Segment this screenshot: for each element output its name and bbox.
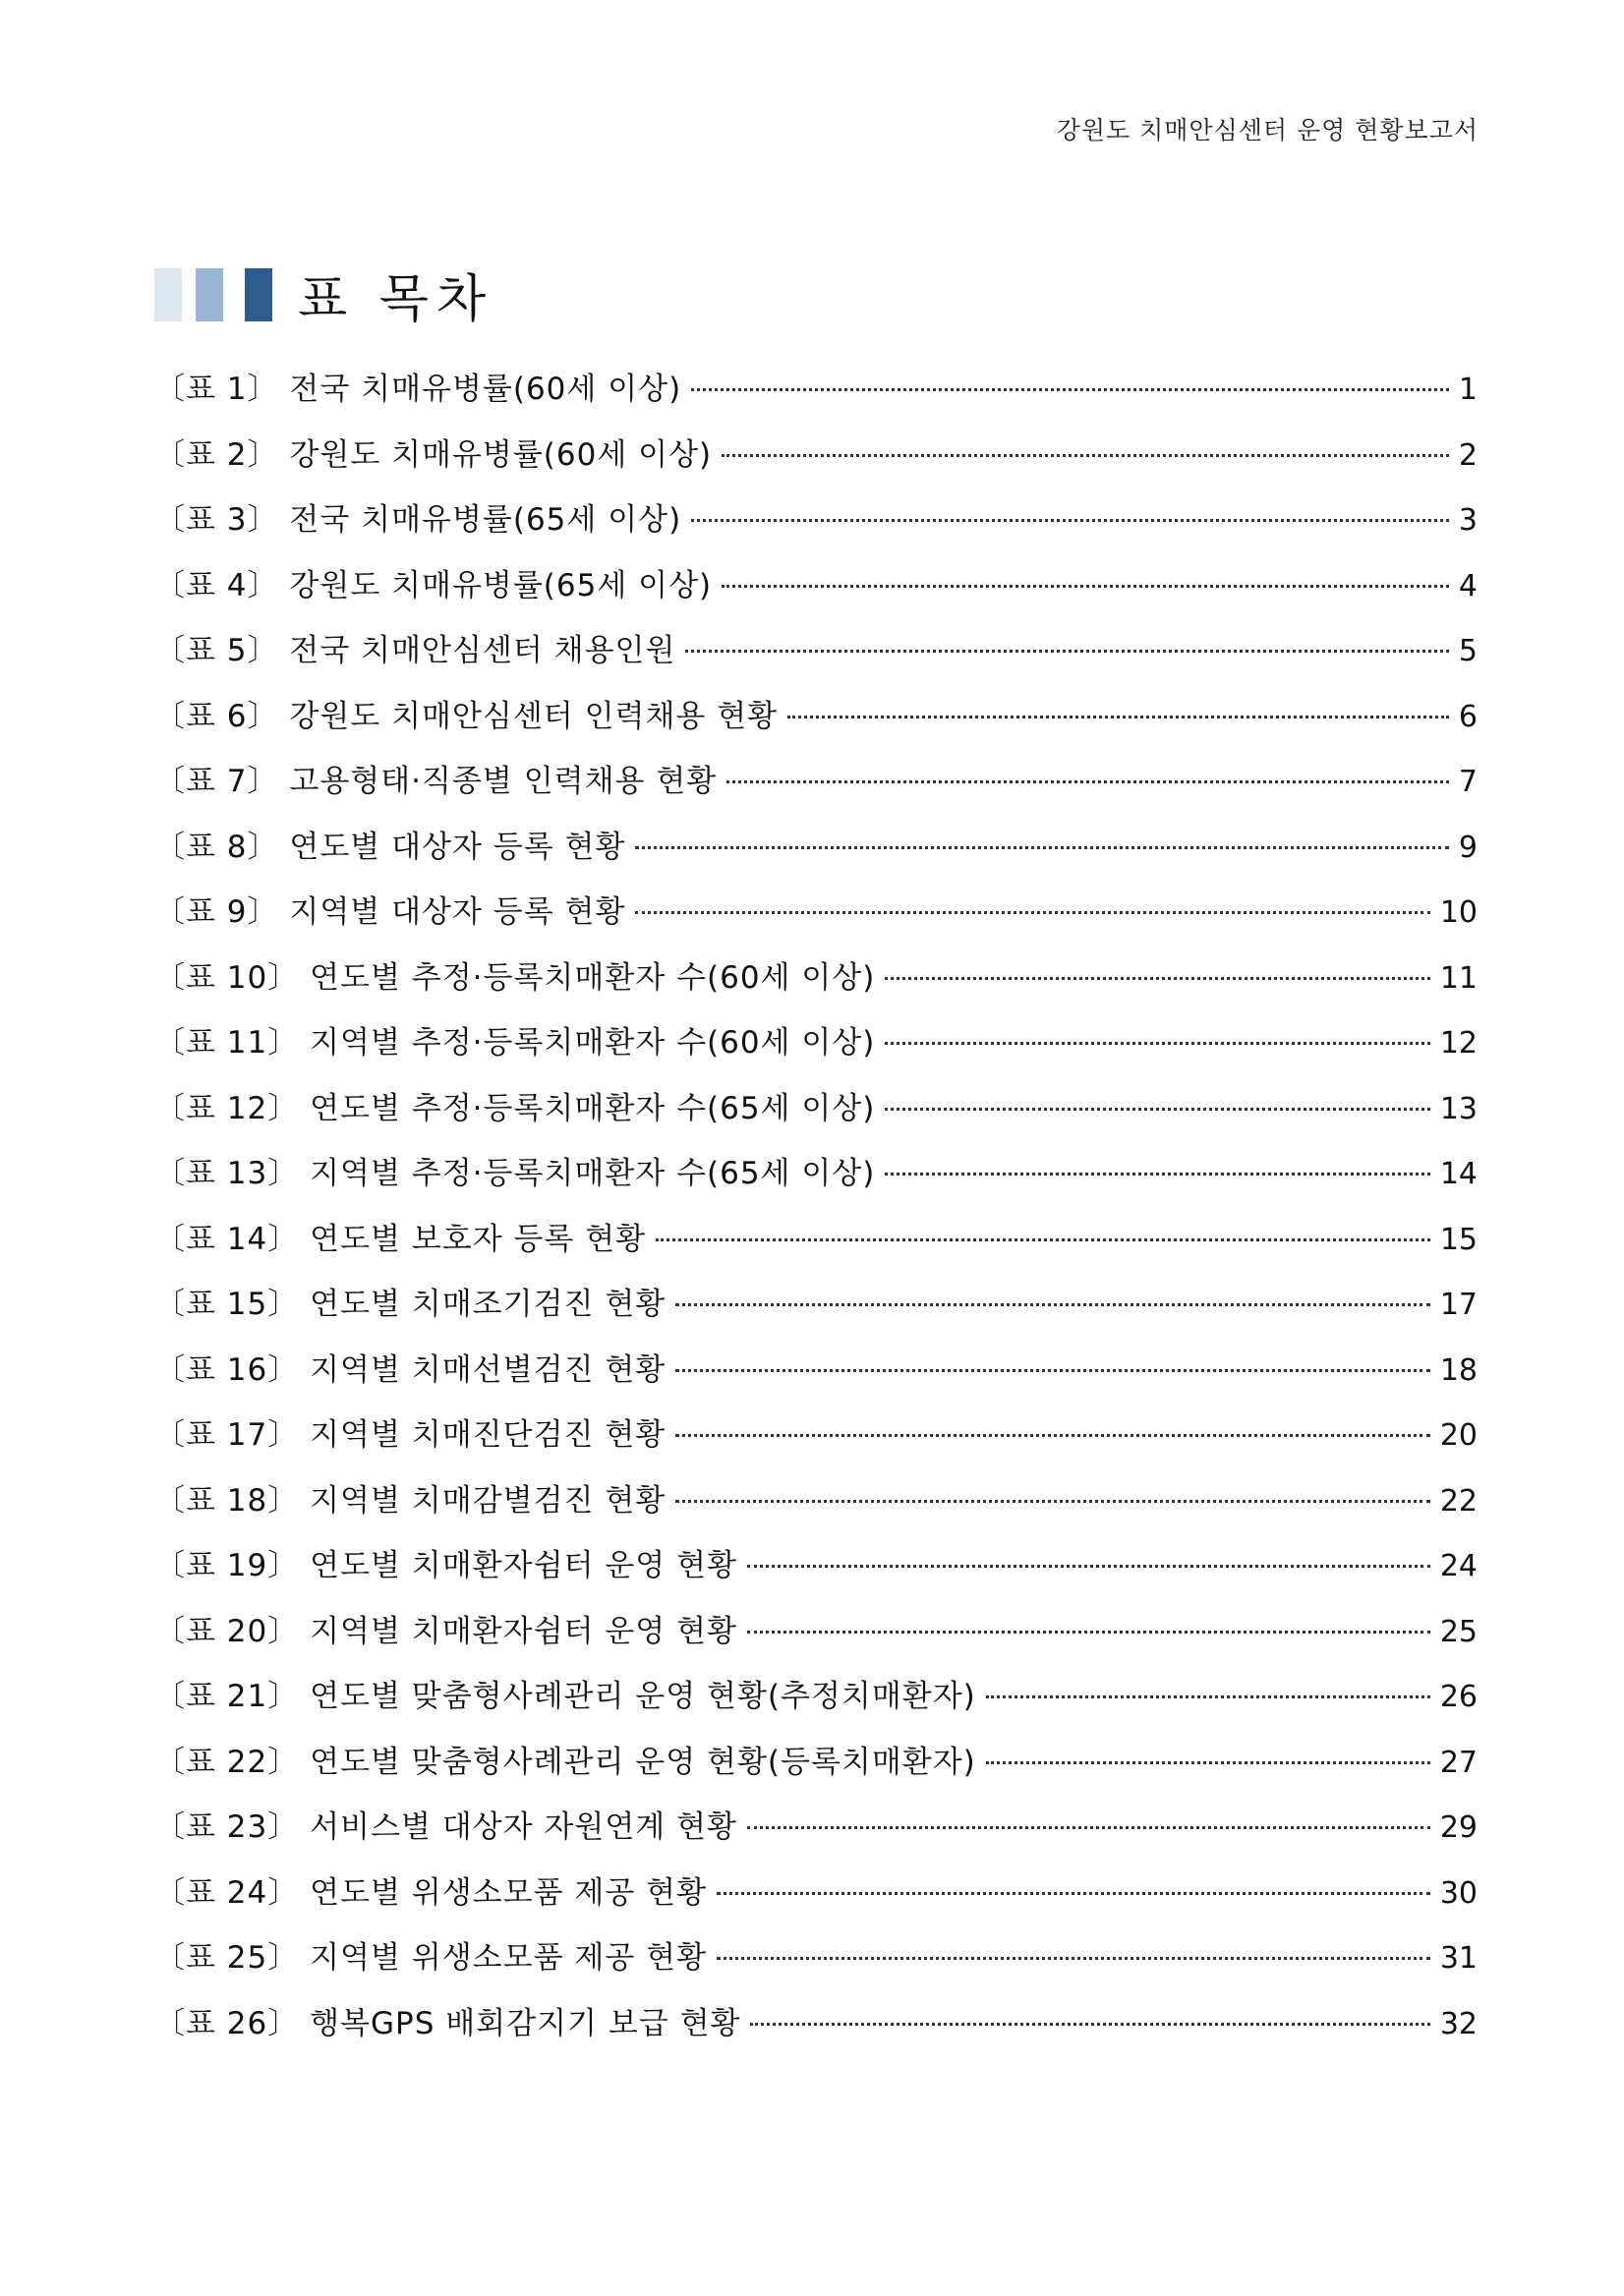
toc-entry-page-number: 4 [1458,568,1478,603]
toc-entry-label: 〔표 22〕 연도별 맞춤형사례관리 운영 현황(등록치매환자) [154,1744,976,1780]
toc-entry-page-number: 30 [1439,1875,1478,1911]
toc-entry-label: 〔표 11〕 지역별 추정·등록치매환자 수(60세 이상) [154,1025,876,1061]
toc-entry-page-number: 12 [1439,1026,1478,1061]
toc-entry-page-number: 3 [1458,503,1478,538]
toc-entry[interactable] [154,430,1478,495]
dot-leader [747,1826,1430,1829]
toc-entry-page-number: 20 [1439,1418,1478,1453]
dot-leader [656,1238,1430,1241]
toc-entry[interactable] [154,625,1478,691]
toc-entry-label: 〔표 25〕 지역별 위생소모품 제공 현황 [154,1940,708,1976]
dot-leader [635,911,1429,914]
toc-entry-page-number: 14 [1439,1157,1478,1191]
dot-leader [750,2023,1429,2026]
dot-leader [885,1173,1429,1176]
toc-entry-label: 〔표 24〕 연도별 위생소모품 제공 현황 [154,1874,708,1911]
toc-entry-page-number: 11 [1439,960,1478,996]
toc-entry-page-number: 5 [1458,634,1478,668]
toc-entry-page-number: 9 [1458,830,1478,865]
title-marker-medium [196,268,223,321]
toc-entry-page-number: 26 [1439,1680,1478,1714]
toc-entry-label: 〔표 6〕 강원도 치매안심센터 인력채용 현황 [154,698,779,734]
dot-leader [986,1761,1430,1764]
toc-entry-label: 〔표 8〕 연도별 대상자 등록 현황 [154,829,626,865]
toc-entry[interactable] [154,1083,1478,1149]
toc-entry-page-number: 27 [1439,1745,1478,1780]
dot-leader [717,1957,1430,1960]
toc-entry-page-number: 22 [1439,1483,1478,1519]
toc-entry-page-number: 1 [1458,373,1478,407]
toc-entry[interactable] [154,1998,1478,2064]
dot-leader [635,846,1449,849]
dot-leader [726,780,1449,783]
toc-entry[interactable] [154,1606,1478,1672]
toc-entry-page-number: 25 [1439,1614,1478,1649]
toc-entry-page-number: 6 [1458,699,1478,734]
dot-leader [885,977,1429,980]
toc-entry[interactable] [154,1671,1478,1737]
toc-entry[interactable] [154,1409,1478,1475]
dot-leader [675,1500,1430,1503]
toc-entry[interactable] [154,691,1478,757]
toc-entry-label: 〔표 2〕 강원도 치매유병률(60세 이상) [154,436,713,473]
toc-entry[interactable] [154,1867,1478,1933]
toc-entry-label: 〔표 14〕 연도별 보호자 등록 현황 [154,1221,647,1257]
toc-entry-page-number: 2 [1458,437,1478,473]
dot-leader [675,1434,1430,1437]
toc-entry-label: 〔표 23〕 서비스별 대상자 자원연계 현황 [154,1809,737,1845]
toc-entry[interactable] [154,1345,1478,1410]
toc-entry[interactable] [154,494,1478,560]
dot-leader [747,1631,1430,1634]
dot-leader [685,650,1448,653]
toc-entry-page-number: 31 [1439,1941,1478,1976]
dot-leader [787,716,1449,718]
toc-entry[interactable] [154,1148,1478,1214]
toc-entry-label: 〔표 4〕 강원도 치매유병률(65세 이상) [154,567,713,603]
toc-entry-label: 〔표 13〕 지역별 추정·등록치매환자 수(65세 이상) [154,1156,876,1191]
toc-entry-page-number: 32 [1439,2006,1478,2041]
toc-entry[interactable] [154,1279,1478,1345]
title-marker-dark [245,268,272,321]
toc-entry-label: 〔표 12〕 연도별 추정·등록치매환자 수(65세 이상) [154,1090,876,1126]
dot-leader [722,585,1449,588]
section-title [154,258,493,331]
toc-entry-page-number: 17 [1439,1288,1478,1322]
toc-entry-page-number: 29 [1439,1810,1478,1845]
toc-entry[interactable] [154,1802,1478,1867]
toc-entry-label: 〔표 9〕 지역별 대상자 등록 현황 [154,894,626,930]
toc-entry-page-number: 7 [1458,765,1478,799]
toc-entry-label: 〔표 15〕 연도별 치매조기검진 현황 [154,1287,667,1322]
toc-entry-page-number: 15 [1439,1222,1478,1257]
dot-leader [885,1108,1429,1111]
toc-entry-label: 〔표 21〕 연도별 맞춤형사례관리 운영 현황(추정치매환자) [154,1679,976,1714]
toc-entry[interactable] [154,1475,1478,1541]
dot-leader [986,1695,1430,1698]
toc-entry-label: 〔표 5〕 전국 치매안심센터 채용인원 [154,633,676,668]
toc-entry-label: 〔표 10〕 연도별 추정·등록치매환자 수(60세 이상) [154,959,876,996]
toc-entry[interactable] [154,1540,1478,1606]
toc-entry-label: 〔표 7〕 고용형태·직종별 인력채용 현황 [154,764,718,799]
dot-leader [691,519,1449,522]
title-marker-light [154,268,182,321]
dot-leader [747,1565,1430,1568]
toc-entry-label: 〔표 20〕 지역별 치매환자쉼터 운영 현황 [154,1613,737,1649]
dot-leader [722,454,1449,457]
page-title: 표 목차 [298,270,494,329]
toc-entry[interactable] [154,1214,1478,1280]
toc-entry[interactable] [154,887,1478,952]
toc-entry[interactable] [154,952,1478,1018]
toc-entry-page-number: 10 [1439,895,1478,930]
toc-entry-label: 〔표 3〕 전국 치매유병률(65세 이상) [154,502,682,538]
toc-entry[interactable] [154,1017,1478,1083]
toc-entry-label: 〔표 26〕 행복GPS 배회감지기 보급 현황 [154,2005,741,2041]
toc-entry[interactable] [154,1737,1478,1803]
dot-leader [717,1892,1430,1895]
toc-entry-page-number: 13 [1439,1091,1478,1126]
running-header: 강원도 치매안심센터 운영 현황보고서 [1056,116,1479,144]
toc-entry[interactable] [154,822,1478,888]
table-of-contents [154,364,1478,2063]
toc-entry[interactable] [154,364,1478,430]
dot-leader [675,1369,1430,1372]
toc-entry-label: 〔표 17〕 지역별 치매진단검진 현황 [154,1417,667,1453]
toc-entry[interactable] [154,560,1478,626]
toc-entry-page-number: 24 [1439,1549,1478,1583]
toc-entry[interactable] [154,1932,1478,1998]
dot-leader [675,1303,1430,1306]
toc-entry-label: 〔표 19〕 연도별 치매환자쉼터 운영 현황 [154,1548,737,1583]
toc-entry-label: 〔표 18〕 지역별 치매감별검진 현황 [154,1482,667,1519]
dot-leader [885,1042,1429,1045]
toc-entry[interactable] [154,756,1478,822]
toc-entry-label: 〔표 16〕 지역별 치매선별검진 현황 [154,1351,667,1388]
toc-entry-label: 〔표 1〕 전국 치매유병률(60세 이상) [154,372,682,407]
toc-entry-page-number: 18 [1439,1352,1478,1388]
dot-leader [691,388,1449,391]
